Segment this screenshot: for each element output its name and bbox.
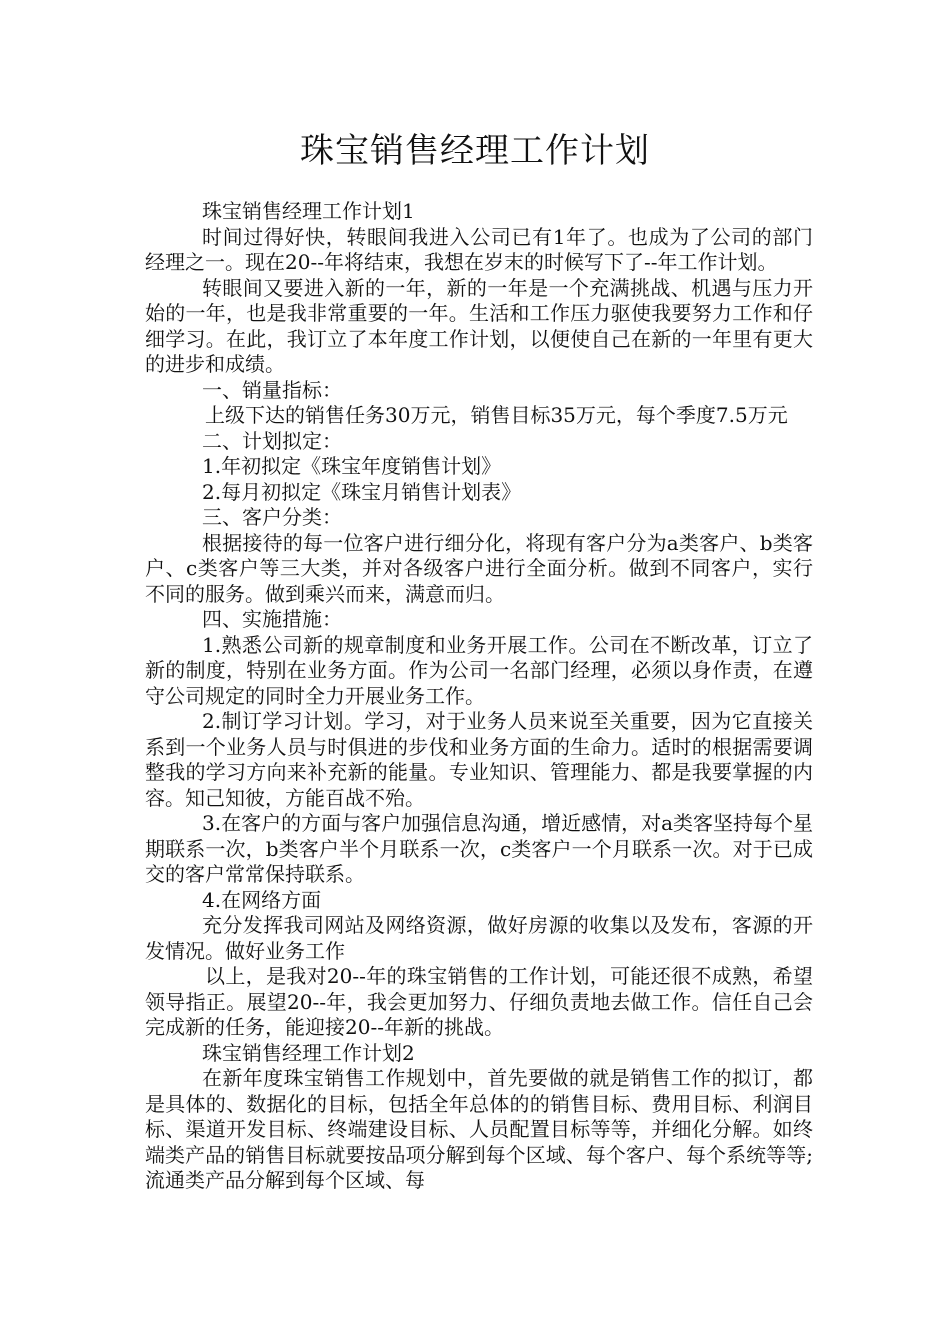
paragraph: 时间过得好快，转眼间我进入公司已有1年了。也成为了公司的部门经理之一。现在20--年将结束，我想在岁末的时候写下了--年工作计划。 — [145, 224, 813, 274]
document-title: 珠宝销售经理工作计划 — [300, 131, 650, 171]
sub-heading: 二、计划拟定： — [202, 428, 342, 453]
section-heading: 珠宝销售经理工作计划2 — [202, 1040, 415, 1065]
paragraph: 转眼间又要进入新的一年，新的一年是一个充满挑战、机遇与压力开始的一年，也是我非常重要的一年。生活和工作压力驱使我要努力工作和仔细学习。在此，我订立了本年度工作计划，以便使自己在新的一年里有更大的进步和成绩。 — [145, 275, 813, 376]
list-item: 1.年初拟定《珠宝年度销售计划》 — [202, 454, 502, 478]
document-body — [145, 199, 813, 1194]
list-item: 4.在网络方面 — [202, 887, 322, 912]
list-item: 2.制订学习计划。学习，对于业务人员来说至关重要，因为它直接关系到一个业务人员与时俱进的步伐和业务方面的生命力。适时的根据需要调整我的学习方向来补充新的能量。专业知识、管理能力、都是我要掌握的内容。知己知彼，方能百战不殆。 — [145, 709, 813, 810]
section-heading: 珠宝销售经理工作计划1 — [202, 199, 415, 223]
sub-heading: 四、实施措施： — [202, 607, 342, 631]
list-item: 3.在客户的方面与客户加强信息沟通，增近感情，对a类客坚持每个星期联系一次，b类客户半个月联系一次，c类客户一个月联系一次。对于已成交的客户常常保持联系。 — [145, 811, 814, 886]
paragraph: 根据接待的每一位客户进行细分化，将现有客户分为a类客户、b类客户、c类客户等三大类，并对各级客户进行全面分析。做到不同客户，实行不同的服务。做到乘兴而来，满意而归。 — [145, 530, 813, 606]
paragraph: 在新年度珠宝销售工作规划中，首先要做的就是销售工作的拟订，都是具体的、数据化的目标，包括全年总体的的销售目标、费用目标、利润目标、渠道开发目标、终端建设目标、人员配置目标等等，并细化分解。如终端类产品的销售目标就要按品项分解到每个区域、每个客户、每个系统等等;流通类产品分解到每个区域、每 — [145, 1066, 813, 1192]
paragraph: 充分发挥我司网站及网络资源，做好房源的收集以及发布，客源的开发情况。做好业务工作 — [145, 913, 813, 963]
sub-heading: 一、销量指标： — [202, 377, 342, 402]
list-item: 2.每月初拟定《珠宝月销售计划表》 — [202, 479, 522, 504]
paragraph: 上级下达的销售任务30万元，销售目标35万元，每个季度7.5万元 — [205, 403, 788, 427]
sub-heading: 三、客户分类： — [202, 505, 342, 529]
paragraph: 以上，是我对20--年的珠宝销售的工作计划，可能还很不成熟，希望领导指正。展望20--年，我会更加努力、仔细负责地去做工作。信任自己会完成新的任务，能迎接20--年新的挑战。 — [145, 964, 813, 1039]
list-item: 1.熟悉公司新的规章制度和业务开展工作。公司在不断改革，订立了新的制度，特别在业务方面。作为公司一名部门经理，必须以身作责，在遵守公司规定的同时全力开展业务工作。 — [145, 632, 813, 708]
